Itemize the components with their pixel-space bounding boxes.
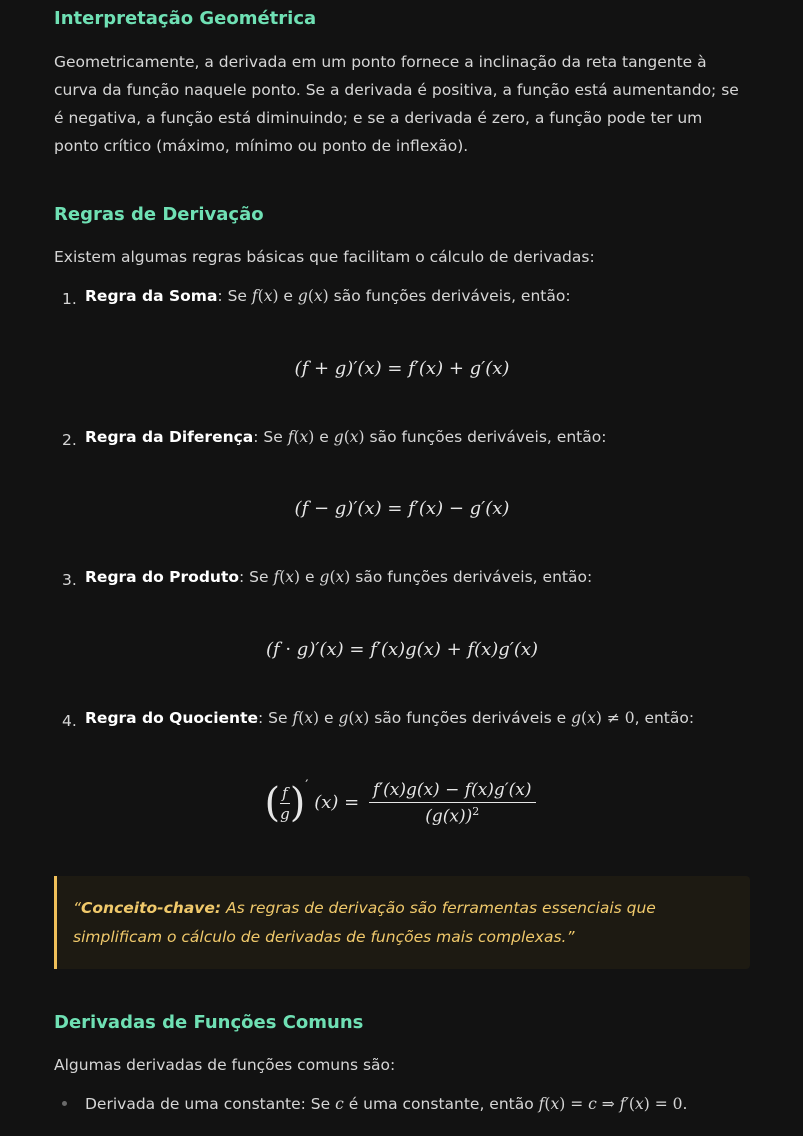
math-inline: f(x) [251, 287, 279, 305]
list-number: 4. [62, 712, 77, 730]
rule-text: são funções deriváveis, então: [328, 287, 571, 305]
formula-difference: (f − g)′(x) = f′(x) − g′(x) [294, 498, 510, 519]
math-inline: g(x) [297, 287, 329, 305]
rule-text: : Se [239, 568, 274, 586]
rule-item-sum [85, 287, 571, 305]
math-inline: g(x) [338, 709, 370, 727]
rule-text: , então: [634, 709, 695, 727]
math-inline: f(x) [292, 709, 320, 727]
formula-quotient: ( $\frac{f}{g}$ )′ (x) = $\frac{f'(x)g(x) - f(x)g'(x)}{(g(x))^2}$ [54, 778, 750, 826]
rule-text: são funções deriváveis, então: [364, 428, 607, 446]
rule-name: Regra do Quociente [85, 709, 259, 727]
math-inline: f(x) [287, 428, 315, 446]
heading-geometric: Interpretação Geométrica [54, 8, 317, 29]
heading-common-derivatives: Derivadas de Funções Comuns [54, 1012, 364, 1033]
rule-item-quotient [85, 709, 694, 727]
rule-text: : Se [258, 709, 293, 727]
list-item-constant [85, 1095, 687, 1113]
formula-product: (f · g)′(x) = f′(x)g(x) + f(x)g′(x) [265, 639, 539, 660]
callout-text: As regras de derivação são ferramentas essenciais que simplificam o cálculo de derivadas de funções mais complexas.” [73, 899, 656, 946]
list-text: é uma constante, então [343, 1095, 539, 1113]
list-number: 3. [62, 571, 77, 589]
rule-name: Regra da Soma [85, 287, 218, 305]
heading-rules: Regras de Derivação [54, 204, 264, 225]
rule-text: e [278, 287, 298, 305]
bullet-dot [62, 1101, 67, 1106]
rule-text: e [314, 428, 334, 446]
math-inline: g(x) [333, 428, 365, 446]
rule-name: Regra da Diferença [85, 428, 254, 446]
rule-text: e [319, 709, 339, 727]
rule-name: Regra do Produto [85, 568, 240, 586]
math-inline: f(x) [273, 568, 301, 586]
quote-mark: “ [73, 899, 82, 917]
math-inline: f(x) = c ⇒ f′(x) = 0 [538, 1095, 683, 1113]
math-inline: g(x) ≠ 0 [571, 709, 635, 727]
rule-text: : Se [217, 287, 252, 305]
list-text: Derivada de uma constante: Se [85, 1095, 336, 1113]
rule-text: são funções deriváveis e [369, 709, 572, 727]
rule-item-difference [85, 428, 606, 446]
formula-sum: (f + g)′(x) = f′(x) + g′(x) [294, 358, 510, 379]
list-number: 2. [62, 431, 77, 449]
math-inline: g(x) [319, 568, 351, 586]
callout-label: Conceito-chave: [81, 899, 222, 917]
rule-item-product [85, 568, 592, 586]
rule-text: são funções deriváveis, então: [350, 568, 593, 586]
paragraph-geometric: Geometricamente, a derivada em um ponto fornece a inclinação da reta tangente à curva da função naquele ponto. Se a derivada é positiva, a função está aumentando; se é negativa, a função está diminuindo; e se a derivada é zero, a função pode ter um ponto crítico (máximo, mínimo ou ponto de inflexão). [54, 53, 739, 155]
paragraph-rules-intro: Existem algumas regras básicas que facilitam o cálculo de derivadas: [54, 248, 595, 266]
math-inline: c [335, 1095, 344, 1113]
list-number: 1. [62, 290, 77, 308]
list-text: . [682, 1095, 688, 1113]
key-concept-callout [54, 876, 750, 969]
paragraph-common-intro: Algumas derivadas de funções comuns são: [54, 1056, 396, 1074]
rule-text: e [300, 568, 320, 586]
rule-text: : Se [253, 428, 288, 446]
